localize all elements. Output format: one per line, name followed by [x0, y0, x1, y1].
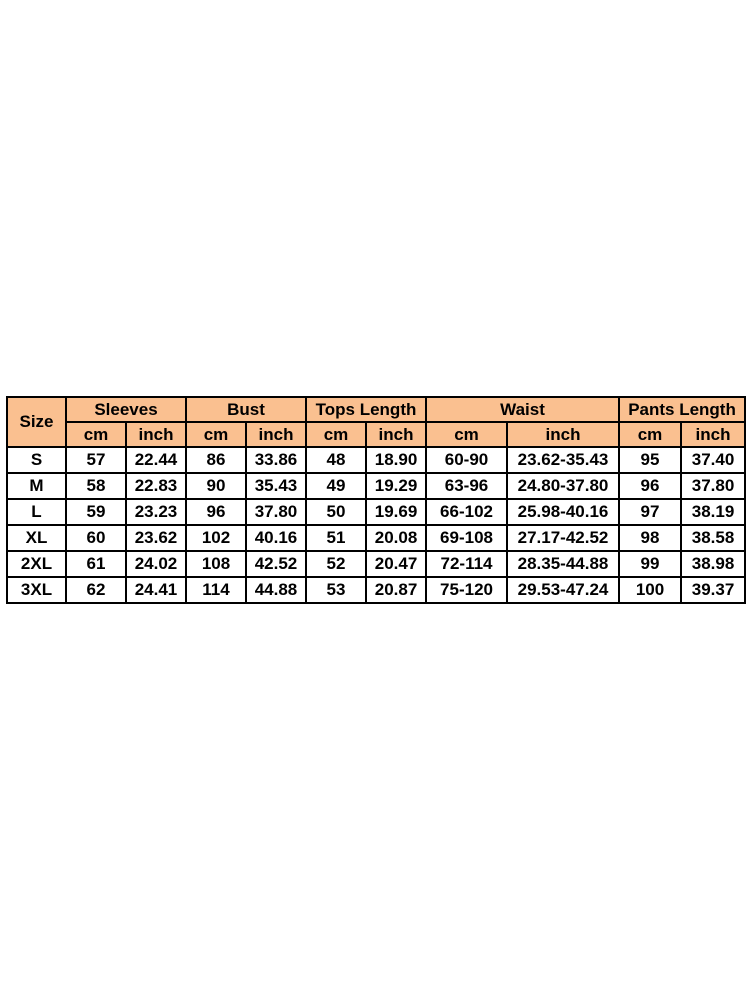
size-label-cell: 3XL [7, 577, 66, 603]
table-cell: 23.23 [126, 499, 186, 525]
unit-header: inch [681, 422, 745, 447]
table-cell: 96 [619, 473, 681, 499]
table-cell: 69-108 [426, 525, 507, 551]
table-cell: 24.41 [126, 577, 186, 603]
bust-header: Bust [186, 397, 306, 422]
table-cell: 48 [306, 447, 366, 473]
unit-header: inch [507, 422, 619, 447]
table-cell: 86 [186, 447, 246, 473]
table-row [7, 577, 745, 603]
table-cell: 44.88 [246, 577, 306, 603]
table-cell: 19.69 [366, 499, 426, 525]
table-cell: 27.17-42.52 [507, 525, 619, 551]
header-unit-row [7, 422, 745, 447]
size-label-cell: L [7, 499, 66, 525]
table-cell: 49 [306, 473, 366, 499]
table-cell: 38.98 [681, 551, 745, 577]
table-cell: 66-102 [426, 499, 507, 525]
table-cell: 18.90 [366, 447, 426, 473]
table-cell: 22.44 [126, 447, 186, 473]
tops-length-header: Tops Length [306, 397, 426, 422]
table-cell: 37.80 [681, 473, 745, 499]
table-cell: 95 [619, 447, 681, 473]
waist-header: Waist [426, 397, 619, 422]
table-cell: 99 [619, 551, 681, 577]
sleeves-header: Sleeves [66, 397, 186, 422]
table-row [7, 473, 745, 499]
table-cell: 72-114 [426, 551, 507, 577]
size-chart-table [6, 396, 746, 604]
header-group-row [7, 397, 745, 422]
table-cell: 53 [306, 577, 366, 603]
unit-header: cm [306, 422, 366, 447]
table-cell: 114 [186, 577, 246, 603]
size-rows [7, 447, 745, 603]
pants-length-header: Pants Length [619, 397, 745, 422]
table-cell: 23.62 [126, 525, 186, 551]
table-cell: 24.80-37.80 [507, 473, 619, 499]
unit-header: cm [426, 422, 507, 447]
table-cell: 102 [186, 525, 246, 551]
table-cell: 96 [186, 499, 246, 525]
table-cell: 20.08 [366, 525, 426, 551]
unit-header: inch [246, 422, 306, 447]
table-cell: 58 [66, 473, 126, 499]
table-cell: 51 [306, 525, 366, 551]
table-cell: 52 [306, 551, 366, 577]
table-cell: 23.62-35.43 [507, 447, 619, 473]
table-cell: 75-120 [426, 577, 507, 603]
table-row [7, 525, 745, 551]
unit-header: cm [66, 422, 126, 447]
table-cell: 35.43 [246, 473, 306, 499]
table-cell: 59 [66, 499, 126, 525]
unit-header: cm [186, 422, 246, 447]
table-cell: 60-90 [426, 447, 507, 473]
table-row [7, 551, 745, 577]
table-cell: 37.40 [681, 447, 745, 473]
table-cell: 63-96 [426, 473, 507, 499]
table-row [7, 447, 745, 473]
table-cell: 97 [619, 499, 681, 525]
table-row [7, 499, 745, 525]
table-cell: 22.83 [126, 473, 186, 499]
size-header: Size [7, 397, 66, 447]
table-cell: 33.86 [246, 447, 306, 473]
table-cell: 42.52 [246, 551, 306, 577]
table-cell: 61 [66, 551, 126, 577]
table-cell: 60 [66, 525, 126, 551]
table-cell: 20.47 [366, 551, 426, 577]
table-cell: 108 [186, 551, 246, 577]
table-cell: 24.02 [126, 551, 186, 577]
unit-header: cm [619, 422, 681, 447]
table-cell: 100 [619, 577, 681, 603]
table-cell: 19.29 [366, 473, 426, 499]
table-cell: 28.35-44.88 [507, 551, 619, 577]
table-cell: 62 [66, 577, 126, 603]
size-label-cell: 2XL [7, 551, 66, 577]
table-cell: 38.19 [681, 499, 745, 525]
table-cell: 25.98-40.16 [507, 499, 619, 525]
table-cell: 98 [619, 525, 681, 551]
table-cell: 37.80 [246, 499, 306, 525]
unit-header: inch [126, 422, 186, 447]
size-label-cell: S [7, 447, 66, 473]
table-cell: 50 [306, 499, 366, 525]
table-cell: 90 [186, 473, 246, 499]
table-cell: 40.16 [246, 525, 306, 551]
unit-header: inch [366, 422, 426, 447]
size-label-cell: M [7, 473, 66, 499]
table-cell: 29.53-47.24 [507, 577, 619, 603]
table-cell: 57 [66, 447, 126, 473]
table-cell: 39.37 [681, 577, 745, 603]
table-cell: 20.87 [366, 577, 426, 603]
size-label-cell: XL [7, 525, 66, 551]
table-cell: 38.58 [681, 525, 745, 551]
